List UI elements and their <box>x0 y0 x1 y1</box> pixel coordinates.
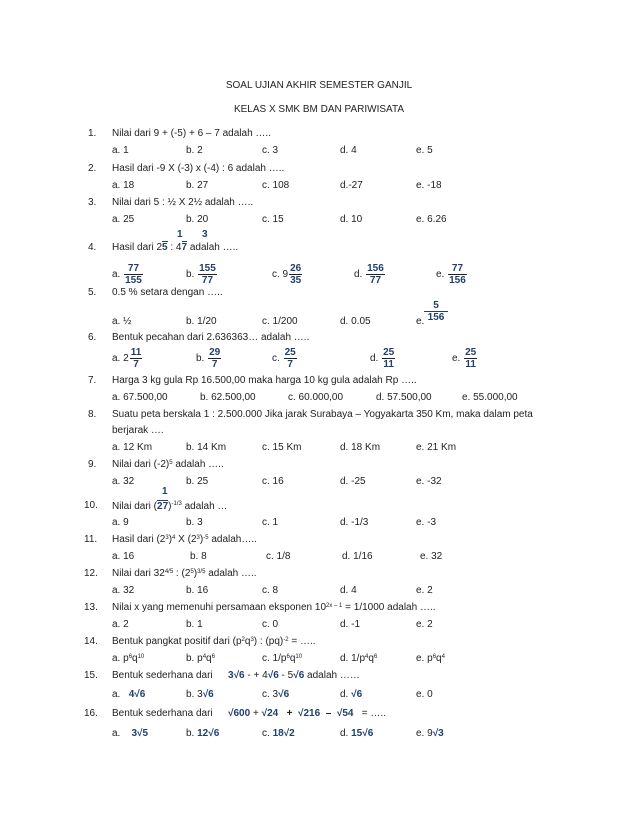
question-2: 2. Hasil dari -9 X (-3) x (-4) : 6 adalah ….. <box>88 163 285 174</box>
question-16: 16. Bentuk sederhana dari √600 + √24 + √216 – √54 = ….. <box>84 708 386 719</box>
question-5: 5. 0.5 % setara dengan ….. <box>88 287 223 298</box>
question-12: 12. Nilai dari $32^{4/5}$ : $(2^5)^{3/5}$ adalah ….. <box>84 568 257 579</box>
question-8-cont: berjarak …. <box>112 425 164 436</box>
question-6: 6. Bentuk pecahan dari 2.636363… adalah ….. <box>88 332 310 343</box>
question-11: 11. Hasil dari $(2^3)^4$ X $(2^3)^{-5}$ adalah….. <box>84 534 257 545</box>
options-7: a. 67.500,00 b. 62.500,00 c. 60.000,00 d. 57.500,00 e. 55.000,00 <box>112 392 518 403</box>
question-9: 9. Nilai dari $(-2)^5$ adalah ….. <box>88 459 224 470</box>
question-3: 3. Nilai dari 5 : ½ X 2½ adalah ….. <box>88 197 254 208</box>
question-13: 13. Nilai x yang memenuhi persamaan eksponen $10^{2x - 1} = 1/1000$ adalah ….. <box>84 602 436 613</box>
options-8: a. 12 Km b. 14 Km c. 15 Km d. 18 Km e. 21 Km <box>112 442 457 453</box>
options-15: a. 4√6 b. 3√6 c. 3√6 d. √6 e. 0 <box>112 689 433 700</box>
q5-option-e-fraction: 5 156 <box>424 300 448 323</box>
options-11: a. 16 b. 8 c. 1/8 d. 1/16 e. 32 <box>112 551 443 562</box>
question-8: 8. Suatu peta berskala 1 : 2.500.000 Jika jarak Surabaya – Yogyakarta 350 Km, maka dalam peta <box>88 409 533 420</box>
options-5: a. ½ b. 1/20 c. 1/200 d. 0.05 e. <box>112 316 425 327</box>
options-4: a. $\frac{77}{155}$ b. $\frac{155}{77}$ c. 9 $\frac{26}{35}$ d. $\frac{156}{77}$ e. $\frac{77}{156}$ <box>112 263 466 286</box>
question-7: 7. Harga 3 kg gula Rp 16.500,00 maka harga 10 kg gula adalah Rp ….. <box>88 375 417 386</box>
question-4: 4. Hasil dari 25 : 47 adalah ….. <box>88 242 239 253</box>
q4-numerator-1: 1 <box>177 229 183 240</box>
question-10: 10. Nilai dari $(27)^{-1/3}$ adalah … <box>84 500 228 512</box>
options-9: a. 32 b. 25 c. 16 d. -25 e. -32 <box>112 476 442 487</box>
q10-numerator: 1 <box>162 486 168 497</box>
exam-title: SOAL UJIAN AKHIR SEMESTER GANJIL <box>225 80 413 91</box>
options-13: a. 2 b. 1 c. 0 d. -1 e. 2 <box>112 619 433 630</box>
options-12: a. 32 b. 16 c. 8 d. 4 e. 2 <box>112 585 433 596</box>
options-2: a. 18 b. 27 c. 108 d.-27 e. -18 <box>112 180 442 191</box>
q4-numerator-2: 3 <box>202 229 208 240</box>
options-3: a. 25 b. 20 c. 15 d. 10 e. 6.26 <box>112 214 447 225</box>
exam-subtitle: KELAS X SMK BM DAN PARIWISATA <box>233 104 405 115</box>
options-1: a. 1 b. 2 c. 3 d. 4 e. 5 <box>112 145 433 156</box>
options-16: a. 3√5 b. 12√6 c. 18√2 d. 15√6 e. 9√3 <box>112 728 444 739</box>
question-15: 15. Bentuk sederhana dari 3√6 - + 4√6 - 5√6 adalah …… <box>84 670 360 681</box>
options-6: a. 2 $\frac{11}{7}$ b. $\frac{29}{7}$ c. $\frac{25}{7}$ d. $\frac{25}{11}$ e. $\frac{25}{11}$ <box>112 347 477 370</box>
question-14: 14. Bentuk pangkat positif dari $(p^2q^3)$ : (pq)$^{-2}$ = ….. <box>84 636 316 647</box>
options-10: a. 9 b. 3 c. 1 d. -1/3 e. -3 <box>112 517 437 528</box>
question-1: 1. Nilai dari 9 + (-5) + 6 – 7 adalah ….. <box>88 128 271 139</box>
options-14: a. $p^6q^{10}$ b. $p^4q^6$ c. $1/p^6q^{10}$ d. $1/p^4q^6$ e. $p^6q^4$ <box>112 653 445 664</box>
